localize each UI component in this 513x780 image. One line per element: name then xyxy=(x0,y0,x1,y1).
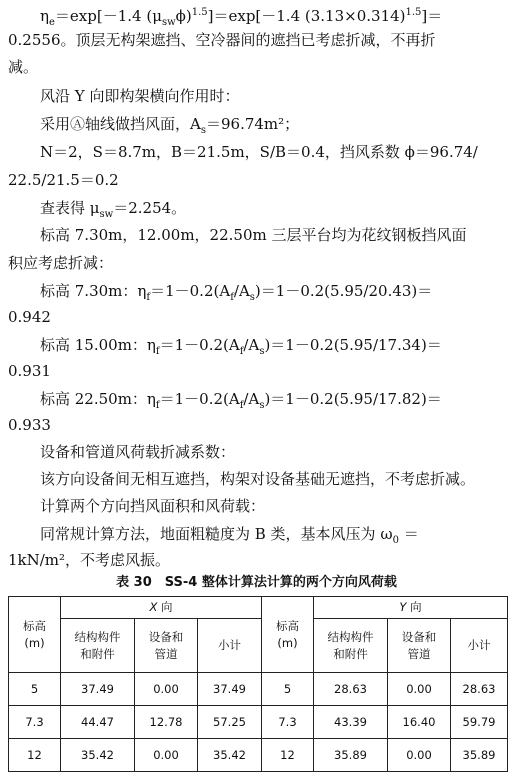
table-cell: 7.3 xyxy=(9,706,61,739)
subtotal-header: 小计 xyxy=(198,619,262,673)
table-cell: 43.39 xyxy=(314,706,388,739)
body-text: 22.5/21.5＝0.2 xyxy=(8,171,119,189)
table-cell: 5 xyxy=(9,673,61,706)
table-cell: 12.78 xyxy=(135,706,198,739)
elevation-header: 标高 (m) xyxy=(9,597,61,673)
body-text: 0.931 xyxy=(8,362,51,380)
table-cell: 12 xyxy=(262,739,314,772)
formula-omega: 同常规计算方法，地面粗糙度为 B 类，基本风压为 $\omega_0$ ＝ xyxy=(40,525,419,546)
body-text: 该方向设备间无相互遮挡，构架对设备基础无遮挡，不考虑折减。 xyxy=(40,470,476,488)
structural-members-header: 结构构件 和附件 xyxy=(314,619,388,673)
structural-members-header: 结构构件 和附件 xyxy=(61,619,135,673)
table-cell: 0.00 xyxy=(388,739,451,772)
formula-eta-f-3: 标高 22.50m：$\eta_f=1-0.2(A_f/A_s)=1-0.2(5.95/17.82)=$ xyxy=(40,390,442,411)
table-caption: 表 30 SS-4 整体计算法计算的两个方向风荷载 xyxy=(116,575,397,590)
table-cell: 7.3 xyxy=(262,706,314,739)
body-text: 减。 xyxy=(8,58,39,76)
table-row xyxy=(9,706,508,739)
table-row xyxy=(9,673,508,706)
table-cell: 35.42 xyxy=(198,739,262,772)
body-text: 1kN/m²，不考虑风振。 xyxy=(8,551,171,569)
table-cell: 28.63 xyxy=(314,673,388,706)
table-cell: 0.00 xyxy=(388,673,451,706)
table-cell: 0.00 xyxy=(135,739,198,772)
table-cell: 16.40 xyxy=(388,706,451,739)
section-heading: 计算两个方向挡风面积和风荷载： xyxy=(40,497,266,515)
table-cell: 44.47 xyxy=(61,706,135,739)
table-cell: 37.49 xyxy=(61,673,135,706)
elevation-header: 标高 (m) xyxy=(262,597,314,673)
table-cell: 28.63 xyxy=(451,673,508,706)
table-cell: 35.42 xyxy=(61,739,135,772)
formula-eta-f-1: 标高 7.30m：$\eta_f=1-0.2(A_f/A_s)=1-0.2(5.95/20.43)=$ xyxy=(40,282,433,303)
table-cell: 35.89 xyxy=(314,739,388,772)
equipment-piping-header: 设备和 管道 xyxy=(135,619,198,673)
equipment-piping-header: 设备和 管道 xyxy=(388,619,451,673)
body-text: N＝2，S＝8.7m，B＝21.5m，S/B＝0.4，挡风系数 ϕ＝96.74/ xyxy=(40,143,478,161)
table-cell: 5 xyxy=(262,673,314,706)
formula-eta-f-2: 标高 15.00m：$\eta_f=1-0.2(A_f/A_s)=1-0.2(5.95/17.34)=$ xyxy=(40,336,442,357)
table-cell: 12 xyxy=(9,739,61,772)
formula-musw: 查表得 $\mu_{sw}=2.254$。 xyxy=(40,199,187,220)
body-text: 积应考虑折减： xyxy=(8,254,114,272)
section-heading: 风沿 Y 向即构架横向作用时： xyxy=(40,87,240,105)
body-text: 0.942 xyxy=(8,308,51,326)
table-cell: 35.89 xyxy=(451,739,508,772)
body-text: 0.933 xyxy=(8,416,51,434)
section-heading: 设备和管道风荷载折减系数： xyxy=(40,443,236,461)
table-row xyxy=(9,739,508,772)
table-cell: 37.49 xyxy=(198,673,262,706)
table-cell: 57.25 xyxy=(198,706,262,739)
formula-as: 采用Ⓐ轴线做挡风面，$A_s=96.74m^2$； xyxy=(40,115,300,136)
table-cell: 0.00 xyxy=(135,673,198,706)
x-direction-header: X 向 xyxy=(61,597,262,619)
table-cell: 59.79 xyxy=(451,706,508,739)
wind-load-table xyxy=(8,596,508,772)
subtotal-header: 小计 xyxy=(451,619,508,673)
body-text: 标高 7.30m，12.00m，22.50m 三层平台均为花纹钢板挡风面 xyxy=(40,226,467,244)
formula-eta-e: $\eta_e=\exp[-1.4$ $(\mu_{sw}\phi)^{1.5}]=\exp[-1.4$ $(3.13\times 0.314)^{1.5}]=$ xyxy=(40,7,443,28)
body-text: 0.2556。顶层无构架遮挡、空冷器间的遮挡已考虑折减，不再折 xyxy=(8,31,436,49)
y-direction-header: Y 向 xyxy=(314,597,508,619)
